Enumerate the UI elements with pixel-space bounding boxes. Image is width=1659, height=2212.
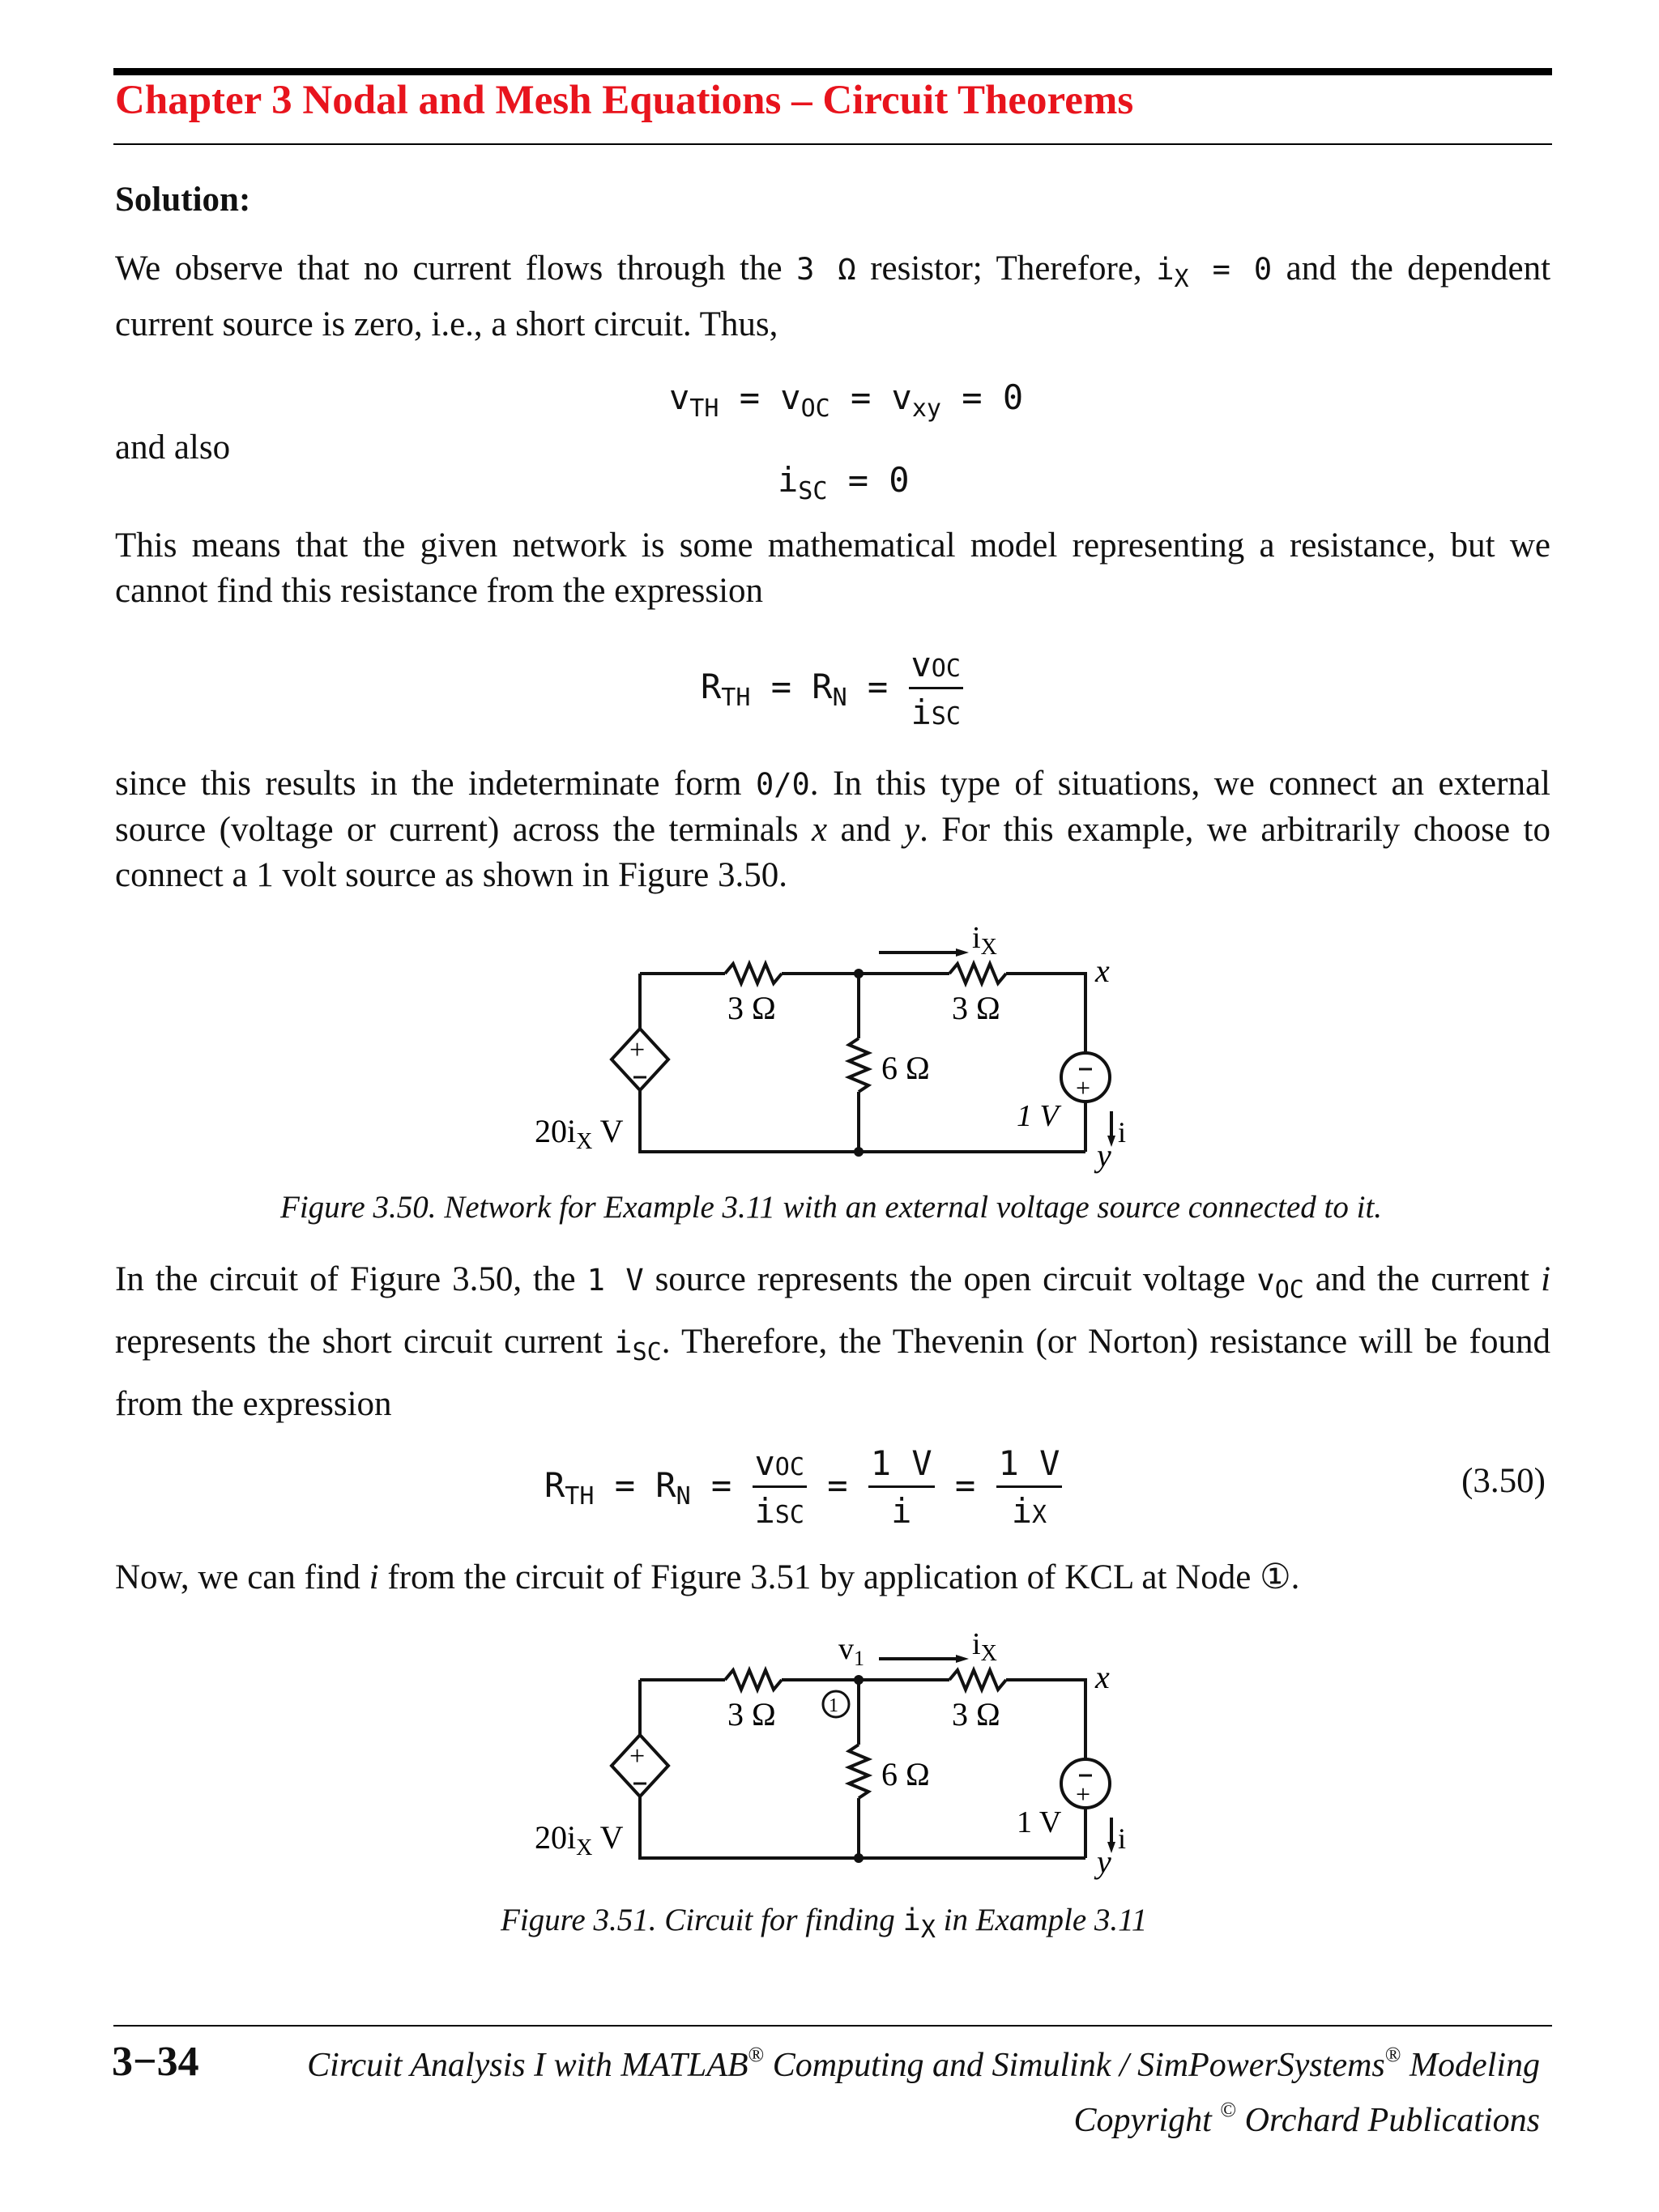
resistor-3ohm-right — [949, 1670, 1006, 1690]
fraction-1v-i: $\frac{1 V}{i}$ — [868, 1447, 935, 1528]
copyright: Copyright © Orchard Publications — [1073, 2098, 1540, 2139]
label-r1: 3 Ω — [727, 1696, 776, 1733]
figure-3-50-caption: Figure 3.50. Network for Example 3.11 with an external voltage source connected to it. — [280, 1190, 1383, 1225]
fraction-voc-isc-2: $\frac{\text{vOC}}{\text{iSC}}$ — [753, 1447, 807, 1528]
equation-vth: $v_{TH} = v_{OC} = v_{xy} = 0$ — [669, 377, 1024, 423]
equation-rth: $R_{TH} = R_N$ = $\frac{\text{vOC}}{\text{iSC}}$ — [701, 648, 963, 730]
resistor-6ohm — [849, 1745, 868, 1798]
page-number: 3−34 — [112, 2039, 199, 2085]
equation-number: (3.50) — [1461, 1462, 1546, 1500]
paragraph-observe: We observe that no current flows through the 3 Ω resistor; Therefore, $i_X = 0$ and the dependent current source is zero, i.e., a short circuit. Thus, — [115, 249, 1551, 343]
paragraph-model: This means that the given network is some mathematical model representing a resistance, but we cannot find this resistance from the expression — [115, 526, 1550, 610]
and-also-text: and also — [115, 428, 231, 467]
node-1-label: 1 — [829, 1695, 838, 1716]
solution-heading: Solution: — [115, 181, 251, 219]
label-source: 1 V — [1017, 1805, 1062, 1839]
fraction-1v-ix: $\frac{1 V}{iX}$ — [996, 1447, 1063, 1528]
label-source: 1 V — [1017, 1099, 1059, 1133]
svg-text:+: + — [629, 1035, 646, 1065]
book-title: Circuit Analysis I with MATLAB® Computing and Simulink / SimPowerSystems® Modeling — [307, 2043, 1540, 2084]
equation-3-50: $R_{TH} = R_N$ = $\frac{\text{vOC}}{\text{iSC}}$ = $\frac{1 V}{i}$ = $\frac{1 V}{iX}$ — [544, 1447, 1062, 1528]
label-r2: 3 Ω — [952, 990, 1000, 1026]
label-ix: $i_X$ — [972, 1630, 997, 1666]
resistor-3ohm-right — [949, 964, 1006, 983]
label-r2: 3 Ω — [952, 1696, 1000, 1733]
label-dependent: $20i_X$ V — [535, 1113, 624, 1154]
figure-3-50-circuit — [518, 923, 1166, 1183]
label-r3: 6 Ω — [881, 1756, 930, 1792]
paragraph-indeterminate: since this results in the indeterminate form 0/0. In this type of situations, we connect an external source (voltage or current) across the terminals x and y. For this example, we arbitrarily choose to connect a 1 volt source as shown in Figure 3.50. — [115, 765, 1550, 894]
resistor-3ohm-left — [725, 1670, 782, 1690]
terminal-y: y — [1097, 1137, 1111, 1174]
terminal-x: x — [1095, 1659, 1110, 1695]
label-current-i: i — [1118, 1116, 1127, 1149]
terminal-x: x — [1095, 953, 1110, 989]
terminal-y: y — [1097, 1843, 1111, 1880]
svg-text:+: + — [1076, 1073, 1091, 1102]
label-ix: $i_X$ — [972, 923, 997, 960]
label-r1: 3 Ω — [727, 990, 776, 1026]
chapter-title: Chapter 3 Nodal and Mesh Equations – Circuit Theorems — [115, 78, 1134, 123]
footer-rule — [113, 2025, 1552, 2027]
label-current-i: i — [1118, 1822, 1127, 1855]
header-underline — [113, 143, 1552, 145]
label-r3: 6 Ω — [881, 1050, 930, 1086]
svg-text:+: + — [1076, 1779, 1091, 1809]
paragraph-thevenin: In the circuit of Figure 3.50, the 1 V source represents the open circuit voltage $v_{OC}$ and the current i represents the short circuit current $i_{SC}$. Therefore, the Thevenin (or Norton) resistance will be found from the expression — [115, 1260, 1551, 1423]
resistor-3ohm-left — [725, 964, 782, 983]
svg-text:+: + — [629, 1741, 646, 1771]
fraction-voc-isc: $\frac{\text{vOC}}{\text{iSC}}$ — [909, 648, 963, 730]
figure-3-51-caption: Figure 3.51. Circuit for finding $i_X$ in Example 3.11 — [501, 1903, 1148, 1944]
paragraph-kcl: Now, we can find i from the circuit of Figure 3.51 by application of KCL at Node ①. — [115, 1558, 1300, 1596]
equation-isc: $i_{SC} = 0$ — [778, 460, 910, 505]
label-dependent: $20i_X$ V — [535, 1819, 624, 1860]
label-v1: $v_1$ — [838, 1632, 864, 1670]
figure-3-51-circuit — [518, 1630, 1166, 1889]
resistor-6ohm — [849, 1038, 868, 1092]
header-rule — [113, 68, 1552, 75]
